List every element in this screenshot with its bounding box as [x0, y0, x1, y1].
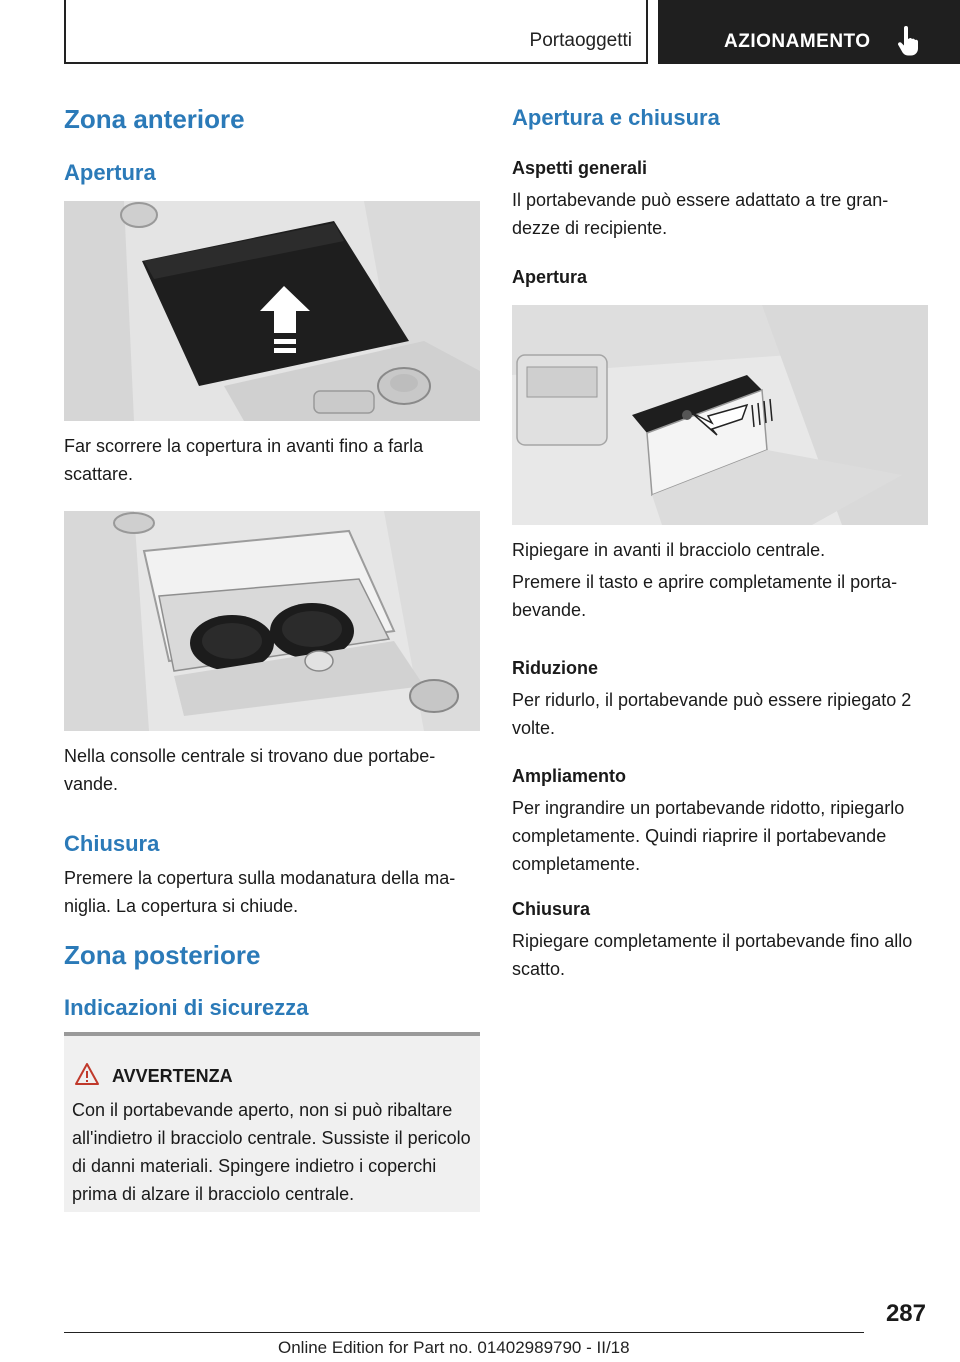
heading-reduce: Riduzione [512, 658, 598, 678]
reduce-text: Per ridurlo, il portabevande può essere ripiegato 2 volte. [512, 690, 912, 738]
closing-rear-text: Ripiegare completamente il portabevande fino allo scatto. [512, 931, 913, 979]
expand-text: Per ingrandire un portabevande ridotto, ripiegarlo completamente. Quindi riaprire il portabevande completamente. [512, 798, 905, 874]
figure-console-cover-slide [64, 201, 480, 421]
heading-expand: Ampliamento [512, 766, 627, 786]
header-frame [64, 0, 648, 64]
page-number: 287 [885, 1300, 926, 1327]
closing-front-text: Premere la copertura sulla modanatura della maniglia. La copertura si chiude. [64, 868, 456, 916]
heading-safety: Indicazioni di sicurezza [64, 995, 309, 1020]
fig1-caption: Far scorrere la copertura in avanti fino a farla scattare. [64, 436, 424, 484]
warning-title: AVVERTENZA [112, 1066, 233, 1086]
footer-edition: Online Edition for Part no. 01402989790 - II/18 [278, 1338, 630, 1357]
fig2-caption: Nella consolle centrale si trovano due portabevande. [64, 746, 436, 794]
heading-general: Aspetti generali [512, 158, 648, 178]
heading-open-close: Apertura e chiusura [512, 105, 720, 130]
hand-pointer-icon [896, 26, 922, 56]
heading-closing-front: Chiusura [64, 831, 160, 856]
chapter-tab-label: AZIONAMENTO [724, 31, 871, 52]
warning-triangle-icon [74, 1062, 100, 1086]
figure-console-cupholders [64, 511, 480, 731]
warning-box [64, 1032, 480, 1212]
heading-closing-rear: Chiusura [512, 899, 591, 919]
heading-front-zone: Zona anteriore [64, 104, 245, 134]
footer-divider [64, 1332, 864, 1333]
chapter-tab[interactable] [658, 0, 960, 64]
rear-fig-caption-1: Ripiegare in avanti il bracciolo centrale. [512, 540, 826, 560]
warning-text: Con il portabevande aperto, non si può ribaltare all'indietro il bracciolo centrale. Sussiste il pericolo di danni materiali. Spingere indietro i coperchi prima di alzare il bracciolo centrale. [72, 1100, 471, 1204]
heading-opening-rear: Apertura [512, 267, 588, 287]
heading-opening: Apertura [64, 160, 156, 185]
figure-rear-armrest [512, 305, 928, 525]
heading-rear-zone: Zona posteriore [64, 940, 261, 970]
header-section-title: Portaoggetti [529, 30, 632, 51]
rear-fig-caption-2: Premere il tasto e aprire completamente il portabevande. [512, 572, 898, 620]
general-text: Il portabevande può essere adattato a tre grandezze di recipiente. [512, 190, 889, 238]
